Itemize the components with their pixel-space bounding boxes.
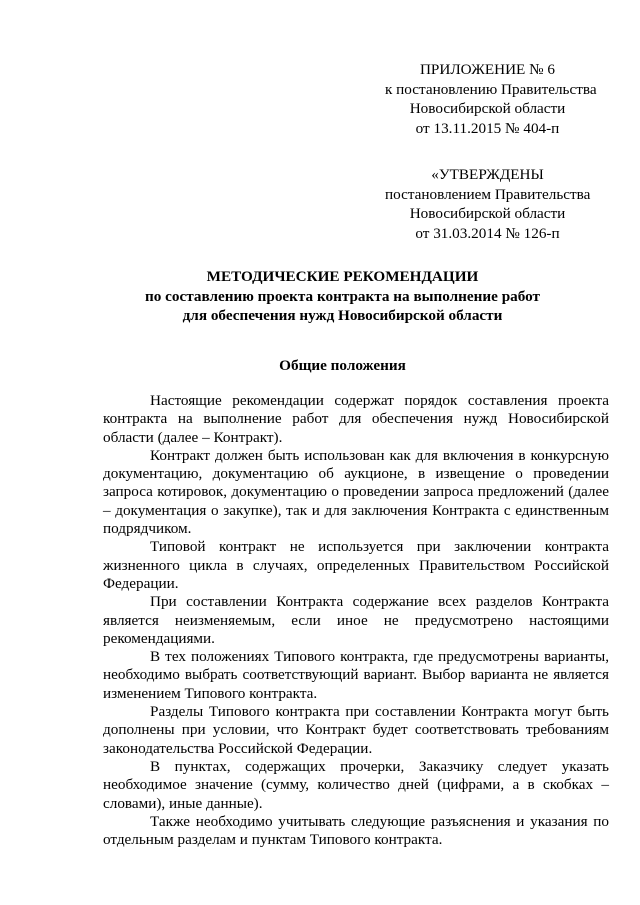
paragraph: Настоящие рекомендации содержат порядок составления проекта контракта на выполнение работ для обеспечения нужд Новосибирской области (далее – Контракт). [103,392,609,446]
paragraph: Контракт должен быть использован как для включения в конкурсную документацию, документацию об аукционе, в извещение о проведении запроса котировок, документацию о проведении запроса предложений (далее – документация о закупке), так и для заключения Контракта с единственным подрядчиком. [103,446,609,538]
approved-date: от 31.03.2014 № 126-п [415,224,560,242]
paragraph: Типовой контракт не используется при заключении контракта жизненного цикла в случаях, определенных Правительством Российской Федерации. [103,538,609,592]
title-subtitle-line-1: по составлению проекта контракта на выполнение работ [145,287,540,305]
document-title [100,267,585,326]
section-heading: Общие положения [279,357,406,374]
paragraph: Также необходимо учитывать следующие разъяснения и указания по отдельным разделам и пунктам Типового контракта. [103,812,609,849]
paragraph: В тех положениях Типового контракта, где предусмотрены варианты, необходимо выбрать соответствующий вариант. Выбор варианта не является изменением Типового контракта. [103,648,609,702]
appendix-region: Новосибирской области [409,100,566,117]
approved-reference: постановлением Правительства [385,185,591,203]
approved-region: Новосибирской области [409,205,566,222]
approved-heading: «УТВЕРЖДЕНЫ [431,166,544,183]
document-body [103,392,609,849]
title-main: МЕТОДИЧЕСКИЕ РЕКОМЕНДАЦИИ [206,268,479,285]
appendix-date: от 13.11.2015 № 404-п [415,119,560,137]
paragraph: При составлении Контракта содержание всех разделов Контракта является неизменяемым, если иное не предусмотрено настоящими рекомендациями. [103,593,609,647]
paragraph: Разделы Типового контракта при составлении Контракта могут быть дополнены при условии, что Контракт будет соответствовать требованиям законодательства Российской Федерации. [103,703,609,757]
appendix-number: ПРИЛОЖЕНИЕ № 6 [419,61,556,78]
appendix-reference: к постановлению Правительства [385,80,597,98]
appendix-block [385,60,597,138]
title-subtitle-line-2: для обеспечения нужд Новосибирской области [182,307,503,324]
approved-block [385,165,590,243]
paragraph: В пунктах, содержащих прочерки, Заказчику следует указать необходимое значение (сумму, количество дней (цифрами, а в скобках – словами), иные данные). [103,757,609,812]
